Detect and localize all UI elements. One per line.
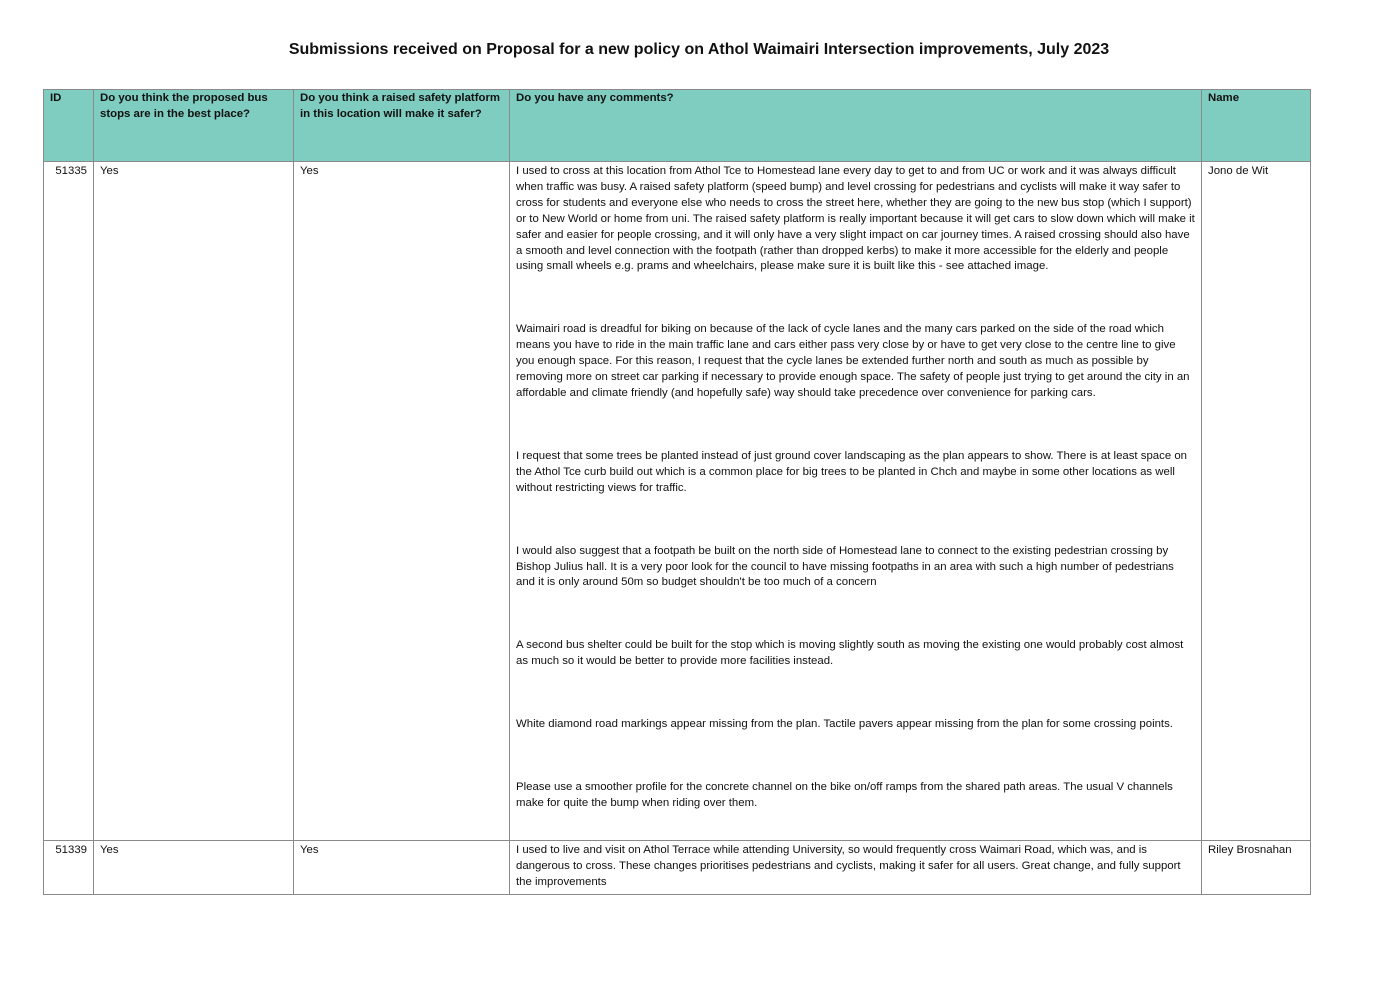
cell-bus-stops: Yes [94, 162, 294, 841]
header-name: Name [1202, 90, 1311, 162]
cell-platform: Yes [294, 841, 510, 895]
comment-paragraph: I would also suggest that a footpath be built on the north side of Homestead lane to connect to the existing pedestrian crossing by Bishop Julius hall. It is a very poor look for the council to have missing footpaths in an area with such a high number of pedestrians and it is only around 50m so budget shouldn't be too much of a concern [516, 544, 1174, 589]
header-id: ID [44, 90, 94, 162]
comment-paragraph: A second bus shelter could be built for the stop which is moving slightly south as moving the existing one would probably cost almost as much so it would be better to provide more facilities instead. [516, 639, 1184, 668]
comment-paragraph: White diamond road markings appear missing from the plan. Tactile pavers appear missing from the plan for some crossing points. [516, 718, 1173, 731]
cell-id: 51335 [44, 162, 94, 841]
cell-bus-stops: Yes [94, 841, 294, 895]
comment-paragraph: Please use a smoother profile for the concrete channel on the bike on/off ramps from the shared path areas. The usual V channels make for quite the bump when riding over them. [516, 781, 1173, 809]
cell-name: Jono de Wit [1202, 162, 1311, 841]
cell-comments [510, 162, 1202, 841]
table-row [44, 841, 1311, 895]
table-header-row [44, 90, 1311, 162]
submissions-table [43, 89, 1311, 895]
cell-name: Riley Brosnahan [1202, 841, 1311, 895]
comment-paragraph: Waimairi road is dreadful for biking on because of the lack of cycle lanes and the many cars parked on the side of the road which means you have to ride in the main traffic lane and cars either pass very close by or have to get very close to the centre line to give you enough space. For this reason, I request that the cycle lanes be extended further north and south as much as possible by removing more on street car parking if necessary to provide enough space. The safety of people just trying to get around the city in an affordable and climate friendly (and hopefully safe) way should take precedence over convenience for parking cars. [516, 323, 1190, 399]
header-platform: Do you think a raised safety platform in this location will make it safer? [294, 90, 510, 162]
document-title: Submissions received on Proposal for a new policy on Athol Waimairi Intersection improvements, July 2023 [288, 41, 1110, 58]
header-comments: Do you have any comments? [510, 90, 1202, 162]
comment-paragraph: I request that some trees be planted instead of just ground cover landscaping as the plan appears to show. There is at least space on the Athol Tce curb build out which is a common place for big trees to be planted in Chch and maybe in some other locations as well without restricting views for traffic. [516, 449, 1187, 494]
cell-comments [510, 841, 1202, 895]
comment-paragraph: I used to cross at this location from Athol Tce to Homestead lane every day to get to and from UC or work and it was always difficult when traffic was busy. A raised safety platform (speed bump) and level crossing for pedestrians and cyclists will make it way safer to cross for students and everyone else who needs to cross the street here, whether they are going to the new bus stop (which I support) or to New World or home from uni. The raised safety platform is really important because it will get cars to slow down which will make it safer and easier for people crossing, and it will only have a very slight impact on car journey times. A raised crossing should also have a smooth and level connection with the footpath (rather than dropped kerbs) to make it more accessible for the elderly and people using small wheels e.g. prams and wheelchairs, please make sure it is built like this - see attached image. [516, 165, 1195, 273]
cell-id: 51339 [44, 841, 94, 895]
comment-paragraph: I used to live and visit on Athol Terrace while attending University, so would frequently cross Waimari Road, which was, and is dangerous to cross. These changes prioritises pedestrians and cyclists, making it safer for all users. Great change, and fully support the improvements [516, 844, 1181, 888]
table-row [44, 162, 1311, 841]
header-bus-stops: Do you think the proposed bus stops are in the best place? [94, 90, 294, 162]
cell-platform: Yes [294, 162, 510, 841]
